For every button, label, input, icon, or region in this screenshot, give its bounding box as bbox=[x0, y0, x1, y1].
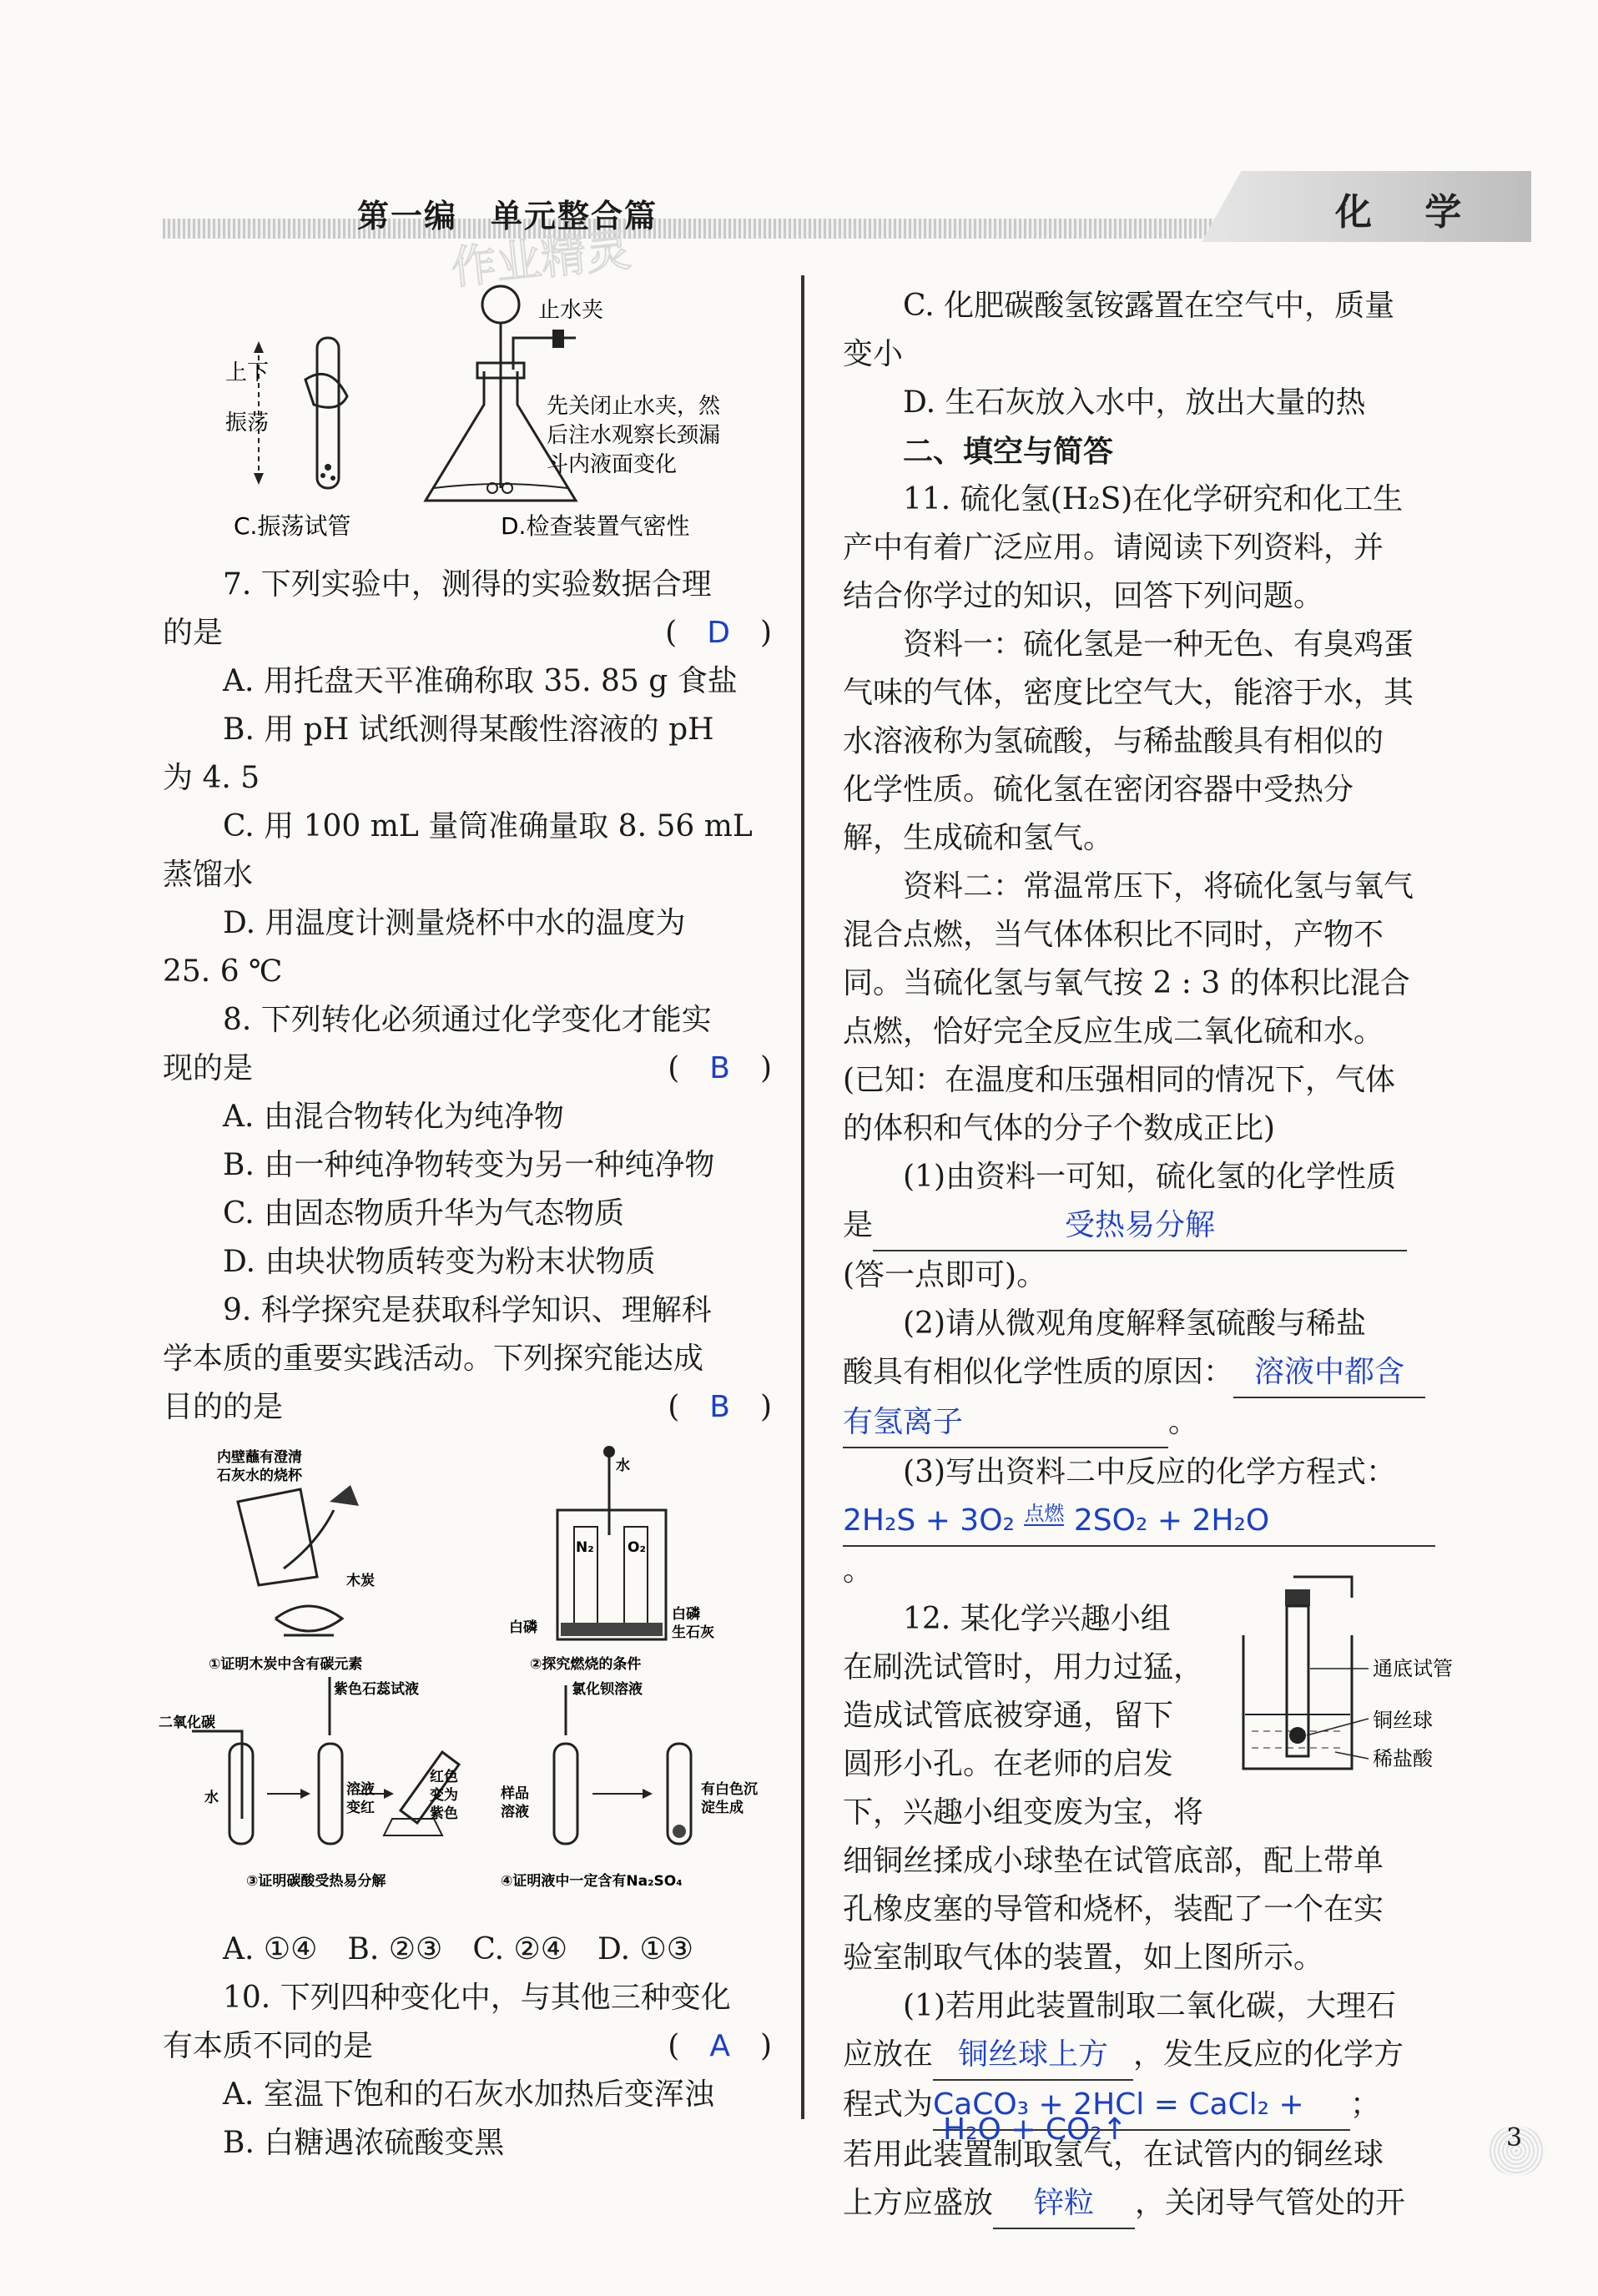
q11-intro-1: 11. 硫化氢(H₂S)在化学研究和化工生 bbox=[903, 482, 1404, 516]
q11-material-2-2: 混合点燃，当气体体积比不同时，产物不 bbox=[843, 918, 1384, 952]
q7-stem-2: 的是 ( D ) bbox=[163, 616, 772, 650]
q8-option-b: B. 由一种纯净物转变为另一种纯净物 bbox=[223, 1148, 715, 1182]
q8-stem-1: 8. 下列转化必须通过化学变化才能实 bbox=[223, 1003, 712, 1037]
q9-fig-purple-2: 变为 bbox=[430, 1787, 458, 1804]
q9-fig-water: 水 bbox=[616, 1458, 630, 1474]
q12-part1-5: 上方应盛放 锌粒 ，关闭导气管处的开 bbox=[843, 2179, 1452, 2229]
q9-fig-caption-1: ①证明木炭中含有碳元素 bbox=[209, 1656, 363, 1673]
q12-stem-1: 12. 某化学兴趣小组 bbox=[903, 1602, 1171, 1636]
q12-stem-4: 圆形小孔。在老师的启发 bbox=[843, 1747, 1174, 1781]
q9-fig-red-2: 变红 bbox=[346, 1800, 375, 1816]
q9-stem-2: 学本质的重要实践活动。下列探究能达成 bbox=[163, 1342, 704, 1376]
q12-part1-4: H₂O + CO₂↑ 若用此装置制取氢气，在试管内的铜丝球 bbox=[843, 2131, 1452, 2179]
q10-option-c-1: C. 化肥碳酸氢铵露置在空气中，质量 bbox=[903, 289, 1395, 323]
q12-part1-2: 应放在 铜丝球上方 ，发生反应的化学方 bbox=[843, 2031, 1452, 2081]
d-note-2: 后注水观察长颈漏 bbox=[547, 423, 721, 448]
q9-fig-caption-3: ③证明碳酸受热易分解 bbox=[246, 1873, 386, 1890]
q12-part1-3: 程式为CaCO₃ + 2HCl = CaCl₂ + ； bbox=[843, 2081, 1452, 2131]
q12-stem-2: 在刷洗试管时，用力过猛， bbox=[843, 1650, 1204, 1684]
c-label-2: 振荡 bbox=[225, 410, 270, 436]
q9-fig-caption-4: ④证明液中一定含有Na₂SO₄ bbox=[501, 1873, 683, 1890]
q9-fig-label-2: 石灰水的烧杯 bbox=[217, 1468, 302, 1484]
q11-part1-1: (1)由资料一可知，硫化氢的化学性质 bbox=[903, 1160, 1396, 1194]
q11-material-1-1: 资料一：硫化氢是一种无色、有臭鸡蛋 bbox=[903, 627, 1414, 662]
left-column-lower bbox=[163, 1926, 772, 2168]
q9-fig-wp-left: 白磷 bbox=[509, 1619, 537, 1636]
q11-part2-answer-1: 溶液中都含 bbox=[1254, 1355, 1405, 1389]
bacl2-test-icon bbox=[554, 1685, 691, 1844]
q12-part1-answer-3: H₂O + CO₂↑ bbox=[943, 2112, 1127, 2147]
q11-part3-answer-rhs: 2SO₂ + 2H₂O bbox=[1073, 1503, 1270, 1538]
q8-stem-2: 现的是 ( B ) bbox=[163, 1051, 772, 1085]
q9-answer: B bbox=[709, 1390, 730, 1424]
q9-fig-purple-3: 紫色 bbox=[430, 1805, 458, 1822]
q12-part1-answer-1: 铜丝球上方 bbox=[958, 2037, 1109, 2072]
q12-part1-answer-4: 锌粒 bbox=[1034, 2186, 1095, 2220]
q12-part1-1: (1)若用此装置制取二氧化碳，大理石 bbox=[903, 1989, 1396, 2023]
q10-option-d: D. 生石灰放入水中，放出大量的热 bbox=[903, 385, 1366, 420]
q9-fig-water2: 水 bbox=[204, 1790, 219, 1806]
q8-option-c: C. 由固态物质升华为气态物质 bbox=[223, 1196, 625, 1231]
q10-option-b: B. 白糖遇浓硫酸变黑 bbox=[223, 2126, 505, 2160]
q11-part3-equation: 2H₂S + 3O₂ 点燃 2SO₂ + 2H₂O。 bbox=[843, 1497, 1452, 1595]
q9-fig-wp-right: 白磷 bbox=[672, 1606, 700, 1623]
q11-material-1-4: 化学性质。硫化氢在密闭容器中受热分 bbox=[843, 773, 1354, 807]
q11-material-2-5: (已知：在温度和压强相同的情况下，气体 bbox=[843, 1063, 1396, 1097]
q9-fig-co2: 二氧化碳 bbox=[159, 1714, 215, 1731]
right-column bbox=[843, 282, 1452, 2229]
q11-part2-2: 酸具有相似化学性质的原因： 溶液中都含 bbox=[843, 1348, 1452, 1398]
q11-material-2-3: 同。当硫化氢与氧气按 2 : 3 的体积比混合 bbox=[843, 966, 1410, 1000]
beaker-tube-apparatus-icon bbox=[1243, 1577, 1369, 1769]
figure-c-d bbox=[225, 279, 776, 546]
beaker-phosphorus-icon bbox=[557, 1446, 666, 1639]
q11-material-2-1: 资料二：常温常压下，将硫化氢与氧气 bbox=[903, 869, 1414, 904]
q10-stem-2: 有本质不同的是 ( A ) bbox=[163, 2029, 772, 2063]
q9-stem-3: 目的的是 ( B ) bbox=[163, 1390, 772, 1424]
q11-part1-3: (答一点即可)。 bbox=[843, 1258, 1047, 1292]
d-note-1: 先关闭止水夹，然 bbox=[547, 394, 721, 419]
q7-option-a: A. 用托盘天平准确称取 35. 85 g 食盐 bbox=[223, 664, 738, 698]
q7-option-c-2: 蒸馏水 bbox=[163, 858, 254, 892]
figure-q9 bbox=[159, 1443, 793, 1911]
q12-stem-8: 验室制取气体的装置，如上图所示。 bbox=[843, 1941, 1324, 1975]
q9-stem-1: 9. 科学探究是获取科学知识、理解科 bbox=[223, 1293, 712, 1327]
q9-fig-lime: 生石灰 bbox=[672, 1624, 714, 1641]
page-number: 3 bbox=[1506, 2123, 1523, 2152]
subject-title: 化 学 bbox=[1335, 191, 1482, 234]
d-clip-label: 止水夹 bbox=[538, 298, 604, 323]
watermark: 作业精灵 bbox=[448, 223, 634, 295]
q9-fig-caption-2: ②探究燃烧的条件 bbox=[530, 1656, 642, 1673]
q8-answer: B bbox=[709, 1051, 730, 1085]
q7-answer: D bbox=[707, 616, 730, 650]
q11-material-2-4: 点燃，恰好完全反应生成二氧化硫和水。 bbox=[843, 1015, 1384, 1049]
q12-stem-5: 下，兴趣小组变废为宝，将 bbox=[843, 1795, 1204, 1830]
c-caption: C.振荡试管 bbox=[234, 512, 351, 540]
q12-part1-answer-2: CaCO₃ + 2HCl = CaCl₂ + bbox=[933, 2087, 1304, 2122]
q9-fig-ppt-1: 有白色沉 bbox=[701, 1781, 758, 1798]
q9-fig-n2: N₂ bbox=[576, 1539, 594, 1556]
q12-fig-acid: 稀盐酸 bbox=[1373, 1747, 1433, 1770]
q12-stem-3: 造成试管底被穿通，留下 bbox=[843, 1699, 1174, 1733]
q7-stem-1: 7. 下列实验中，测得的实验数据合理 bbox=[223, 567, 712, 602]
q11-part3-1: (3)写出资料二中反应的化学方程式： bbox=[903, 1455, 1396, 1489]
q7-option-d-1: D. 用温度计测量烧杯中水的温度为 bbox=[223, 906, 686, 940]
q11-intro-3: 结合你学过的知识，回答下列问题。 bbox=[843, 579, 1324, 613]
q11-part2-3: 有氢离子 。 bbox=[843, 1398, 1452, 1448]
q10-stem-1: 10. 下列四种变化中，与其他三种变化 bbox=[223, 1981, 731, 2015]
q9-fig-label-1: 内壁蘸有澄清 bbox=[217, 1449, 302, 1466]
left-column-upper bbox=[163, 561, 772, 1432]
q10-option-c-2: 变小 bbox=[843, 337, 904, 371]
q9-fig-sample-1: 样品 bbox=[501, 1785, 529, 1802]
q9-fig-ppt-2: 淀生成 bbox=[701, 1800, 744, 1816]
q8-option-a: A. 由混合物转化为纯净物 bbox=[223, 1100, 564, 1134]
q11-part2-answer-2: 有氢离子 bbox=[843, 1405, 964, 1439]
q9-fig-purple-1: 红色 bbox=[430, 1769, 458, 1785]
beaker-charcoal-icon bbox=[238, 1485, 359, 1635]
q9-fig-o2: O₂ bbox=[628, 1539, 646, 1556]
carbonic-acid-tubes-icon bbox=[192, 1677, 459, 1844]
q12-fig-ball: 铜丝球 bbox=[1373, 1709, 1433, 1732]
q11-part1-answer: 受热易分解 bbox=[1065, 1208, 1216, 1242]
q11-material-1-2: 气味的气体，密度比空气大，能溶于水，其 bbox=[843, 676, 1414, 710]
q11-material-2-6: 的体积和气体的分子个数成正比) bbox=[843, 1111, 1276, 1145]
q9-fig-charcoal: 木炭 bbox=[346, 1573, 375, 1589]
q7-option-b-2: 为 4. 5 bbox=[163, 761, 260, 795]
q8-option-d: D. 由块状物质转变为粉末状物质 bbox=[223, 1245, 656, 1279]
q9-fig-red-1: 溶液 bbox=[346, 1781, 375, 1798]
q11-part3-condition: 点燃 bbox=[1024, 1502, 1065, 1525]
q11-part1-2: 是 受热易分解 bbox=[843, 1201, 1452, 1251]
q11-intro-2: 产中有着广泛应用。请阅读下列资料，并 bbox=[843, 531, 1384, 565]
q11-part3-answer-lhs: 2H₂S + 3O₂ bbox=[843, 1503, 1015, 1538]
q10-answer: A bbox=[709, 2029, 730, 2063]
q9-options: A. ①④ B. ②③ C. ②④ D. ①③ bbox=[223, 1932, 694, 1966]
q11-part2-1: (2)请从微观角度解释氢硫酸与稀盐 bbox=[903, 1307, 1366, 1341]
q9-fig-bacl2: 氯化钡溶液 bbox=[572, 1681, 643, 1698]
q11-material-1-5: 解，生成硫和氢气。 bbox=[843, 821, 1114, 855]
q10-option-a: A. 室温下饱和的石灰水加热后变浑浊 bbox=[223, 2077, 714, 2112]
c-label-1: 上下 bbox=[225, 360, 270, 385]
q7-option-d-2: 25. 6 ℃ bbox=[163, 954, 283, 989]
section-2-title: 二、填空与简答 bbox=[903, 434, 1114, 469]
figure-q12 bbox=[1227, 1568, 1485, 1785]
q9-fig-litmus: 紫色石蕊试液 bbox=[334, 1681, 419, 1698]
column-divider bbox=[801, 275, 804, 2119]
d-caption: D.检查装置气密性 bbox=[501, 512, 690, 540]
q12-stem-6: 细铜丝揉成小球垫在试管底部，配上带单 bbox=[843, 1844, 1384, 1878]
q9-fig-sample-2: 溶液 bbox=[501, 1804, 529, 1820]
q7-option-b-1: B. 用 pH 试纸测得某酸性溶液的 pH bbox=[223, 712, 714, 747]
section-title: 第一编 单元整合篇 bbox=[357, 197, 658, 234]
d-note-3: 斗内液面变化 bbox=[547, 452, 678, 477]
q7-option-c-1: C. 用 100 mL 量筒准确量取 8. 56 mL bbox=[223, 809, 753, 843]
q12-fig-tube: 通底试管 bbox=[1373, 1657, 1453, 1680]
q11-material-1-3: 水溶液称为氢硫酸，与稀盐酸具有相似的 bbox=[843, 724, 1384, 758]
q12-stem-7: 孔橡皮塞的导管和烧杯，装配了一个在实 bbox=[843, 1892, 1384, 1926]
